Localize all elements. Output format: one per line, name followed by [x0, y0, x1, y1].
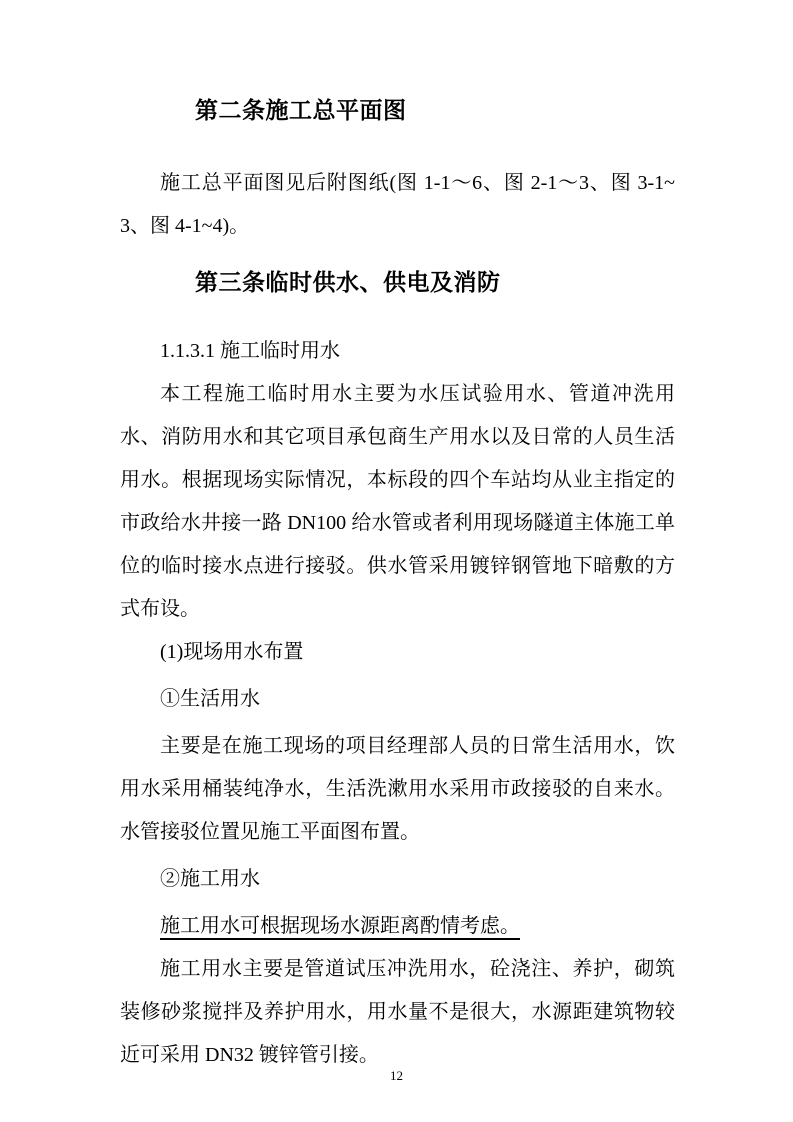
heading-article-3: 第三条临时供水、供电及消防 — [195, 270, 501, 295]
paragraph-domestic-water-body: 主要是在施工现场的项目经理部人员的日常生活用水，饮用水采用桶装纯净水，生活洗漱用水采用市政接驳的自来水。水管接驳位置见施工平面图布置。 — [120, 735, 675, 843]
paragraph-site-water-layout: (1)现场用水布置 — [160, 641, 304, 663]
heading-article-2: 第二条施工总平面图 — [195, 98, 407, 123]
paragraph-temp-water-title: 1.1.3.1 施工临时用水 — [160, 340, 340, 362]
paragraph-temp-water-intro: 本工程施工临时用水主要为水压试验用水、管道冲洗用水、消防用水和其它项目承包商生产用水以及日常的人员生活用水。根据现场实际情况，本标段的四个车站均从业主指定的市政给水井接一路 DN100 给水管或者利用现场隧道主体施工单位的临时接水点进行接驳。供水管采用镀锌钢管地下暗敷的方式布设。 — [120, 383, 675, 620]
paragraph-construction-water-body: 施工用水主要是管道试压冲洗用水，砼浇注、养护，砌筑装修砂浆搅拌及养护用水，用水量不是很大，水源距建筑物较近可采用 DN32 镀锌管引接。 — [120, 958, 675, 1066]
paragraph-domestic-water-heading: ①生活用水 — [160, 688, 260, 710]
paragraph-site-plan-reference: 施工总平面图见后附图纸(图 1-1～6、图 2-1～3、图 3-1~3、图 4-1~4)。 — [120, 172, 675, 237]
page-number: 12 — [390, 1068, 403, 1083]
paragraph-construction-water-heading: ②施工用水 — [160, 868, 260, 890]
paragraph-water-source-note: 施工用水可根据现场水源距离酌情考虑。 — [160, 915, 520, 937]
